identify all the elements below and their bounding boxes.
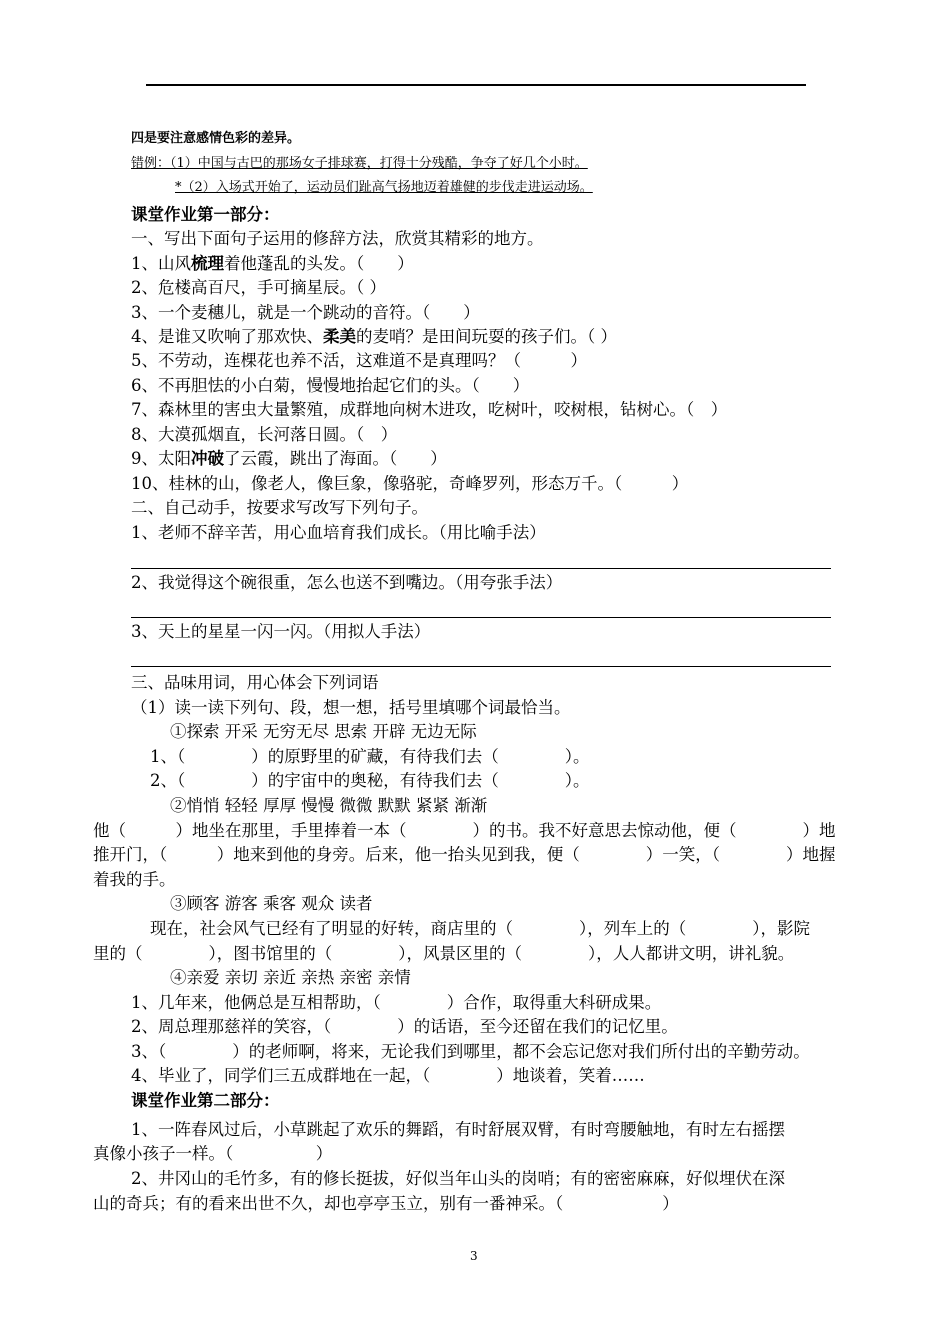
group3-words: ③顾客 游客 乘客 观众 读者 [170,894,373,913]
group4-item-2: 2、周总理那慈祥的笑容，（ ）的话语，至今还留在我们的记忆里。 [131,1017,678,1036]
group2-words: ②悄悄 轻轻 厚厚 慢慢 微微 默默 紧紧 渐渐 [170,796,488,815]
q1-item-9-post: 了云霞，跳出了海面。（ ） [224,449,447,468]
part1-title: 课堂作业第一部分： [131,205,280,224]
group1-item-2: 2、（ ）的宇宙中的奥秘，有待我们去（ ）。 [150,771,590,790]
page-number: 3 [470,1249,478,1263]
q1-item-8: 8、大漠孤烟直，长河落日圆。（ ） [131,425,398,444]
header-rule [146,84,806,86]
error-example-1: 错例：（1）中国与古巴的那场女子排球赛，打得十分残酷，争夺了好几个小时。 [131,156,588,171]
group2-line-1: 他（ ）地坐在那里，手里捧着一本（ ）的书。我不好意思去惊动他，便（ ）地 [93,821,836,840]
q1-item-10: 10、桂林的山，像老人，像巨象，像骆驼，奇峰罗列，形态万千。（ ） [131,474,689,493]
q1-item-4-emphasis: 柔美 [323,327,356,346]
q1-item-3: 3、一个麦穗儿，就是一个跳动的音符。（ ） [131,303,480,322]
part2-line-3: 2、井冈山的毛竹多，有的修长挺拔，好似当年山头的岗哨；有的密密麻麻，好似埋伏在深 [131,1169,785,1188]
group4-words: ④亲爱 亲切 亲近 亲热 亲密 亲情 [170,968,411,987]
group2-line-3: 着我的手。 [93,870,176,889]
group4-item-3: 3、（ ）的老师啊，将来，无论我们到哪里，都不会忘记您对我们所付出的辛勤劳动。 [131,1042,810,1061]
q3-prompt: 三、品味用词，用心体会下列词语 [131,673,379,692]
part2-title: 课堂作业第二部分： [131,1091,280,1110]
q3-sub1: （1）读一读下列句、段，想一想，括号里填哪个词最恰当。 [131,698,571,717]
part2-line-2: 真像小孩子一样。（ ） [93,1144,333,1163]
q1-item-4 [131,326,617,348]
group1-words: ①探索 开采 无穷无尽 思索 开辟 无边无际 [170,722,477,741]
section-four-title: 四是要注意感情色彩的差异。 [131,131,301,146]
q1-item-1-pre: 1、山风 [131,254,191,273]
group4-item-4: 4、毕业了，同学们三五成群地在一起，（ ）地谈着，笑着…… [131,1066,645,1085]
q2-item-2: 2、我觉得这个碗很重，怎么也送不到嘴边。（用夸张手法） [131,573,563,592]
group3-line-2: 里的（ ），图书馆里的（ ），风景区里的（ ），人人都讲文明，讲礼貌。 [93,944,795,963]
q1-item-2: 2、危楼高百尺，手可摘星辰。（ ） [131,278,386,297]
q1-item-9-emphasis: 冲破 [191,449,224,468]
q2-prompt: 二、自己动手，按要求写改写下列句子。 [131,498,428,517]
q1-item-4-pre: 4、是谁又吹响了那欢快、 [131,327,323,346]
q1-item-1-post: 着他蓬乱的头发。（ ） [224,254,414,273]
q1-prompt: 一、写出下面句子运用的修辞方法，欣赏其精彩的地方。 [131,229,544,248]
q1-item-1 [131,253,414,275]
group2-line-2: 推开门，（ ）地来到他的身旁。后来，他一抬头见到我，便（ ）一笑，（ ）地握 [93,845,836,864]
answer-line-2[interactable] [131,617,831,618]
q1-item-9-pre: 9、太阳 [131,449,191,468]
group3-line-1: 现在，社会风气已经有了明显的好转，商店里的（ ），列车上的（ ），影院 [150,919,810,938]
part2-line-4: 山的奇兵；有的看来出世不久，却也亭亭玉立，别有一番神采。（ ） [93,1194,679,1213]
group4-item-1: 1、几年来，他俩总是互相帮助，（ ）合作，取得重大科研成果。 [131,993,662,1012]
answer-line-1[interactable] [131,568,831,569]
group1-item-1: 1、（ ）的原野里的矿藏，有待我们去（ ）。 [150,747,590,766]
answer-line-3[interactable] [131,666,831,667]
q1-item-6: 6、不再胆怯的小白菊，慢慢地抬起它们的头。（ ） [131,376,530,395]
part2-line-1: 1、一阵春风过后，小草跳起了欢乐的舞蹈，有时舒展双臂，有时弯腰触地，有时左右摇摆 [131,1120,785,1139]
q1-item-5: 5、不劳动，连棵花也养不活，这难道不是真理吗？（ ） [131,351,587,370]
error-example-2: *（2）入场式开始了，运动员们趾高气扬地迈着雄健的步伐走进运动场。 [175,180,593,195]
q2-item-1: 1、老师不辞辛苦，用心血培育我们成长。（用比喻手法） [131,523,546,542]
q2-item-3: 3、天上的星星一闪一闪。（用拟人手法） [131,622,431,641]
q1-item-4-post: 的麦哨？是田间玩耍的孩子们。（ ） [356,327,617,346]
q1-item-1-emphasis: 梳理 [191,254,224,273]
q1-item-9 [131,448,447,470]
q1-item-7: 7、森林里的害虫大量繁殖，成群地向树木进攻，吃树叶，咬树根，钻树心。（ ） [131,400,728,419]
